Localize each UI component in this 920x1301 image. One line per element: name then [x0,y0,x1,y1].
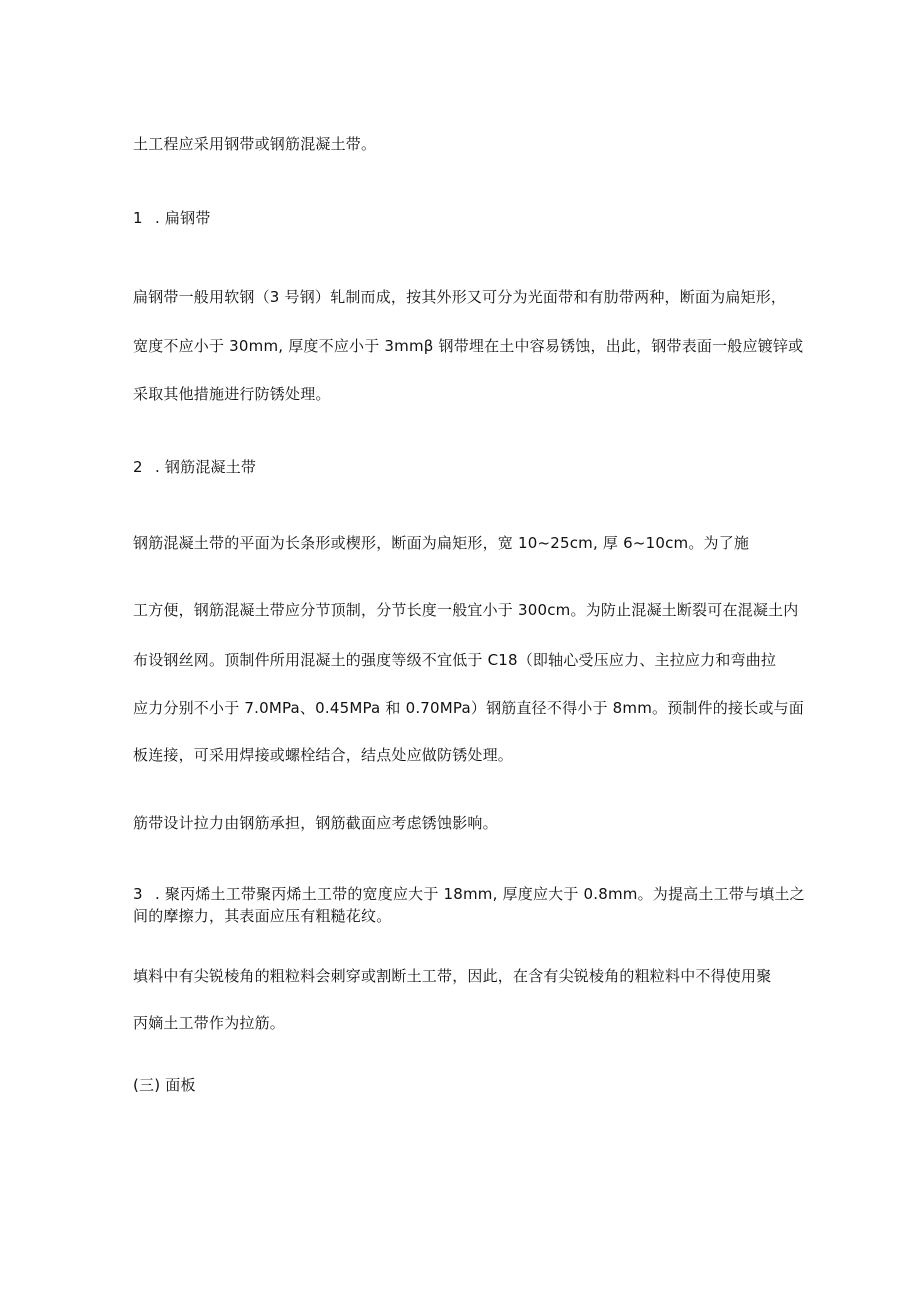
section-1-heading [133,208,211,228]
section-1-title: . 扁钢带 [155,209,211,227]
section-panel-heading: (三) 面板 [133,1076,196,1094]
section-2-paragraph-line-2: 工方便，钢筋混凝土带应分节顶制，分节长度一般宜小于 300cm。为防止混凝土断裂可在混凝土内 [133,601,799,619]
section-2-paragraph-line-3: 布设钢丝网。顶制件所用混凝土的强度等级不宜低于 C18（即轴心受压应力、主拉应力和弯曲拉 [133,651,777,669]
section-2-note: 筋带设计拉力由钢筋承担，钢筋截面应考虑锈蚀影响。 [133,814,498,832]
section-3-note-line-2: 丙嫡土工带作为拉筋。 [133,1014,286,1032]
section-1-paragraph-line-2: 宽度不应小于 30mm, 厚度不应小于 3mmβ 钢带埋在土中容易锈蚀，出此，钢带表面一般应镀锌或 [133,337,804,355]
section-2-number: 2 [133,458,143,476]
section-3-note-line-1: 填料中有尖锐棱角的粗粒料会刺穿或割断土工带，因此，在含有尖锐棱角的粗粒料中不得使用聚 [133,967,772,985]
section-2-paragraph-line-1: 钢筋混凝土带的平面为长条形或楔形，断面为扁矩形，宽 10~25cm, 厚 6~10cm。为了施 [133,534,750,552]
section-1-paragraph-line-1: 扁钢带一般用软钢（3 号钢）轧制而成，按其外形又可分为光面带和有肋带两种，断面为扁矩形， [133,288,787,306]
section-3-number: 3 [133,885,143,903]
intro-paragraph: 土工程应采用钢带或钢筋混凝土带。 [133,135,377,153]
section-1-paragraph-line-3: 采取其他措施进行防锈处理。 [133,385,331,403]
section-2-title: . 钢筋混凝土带 [155,458,257,476]
section-2-paragraph-line-4: 应力分别不小于 7.0MPa、0.45MPa 和 0.70MPa）钢筋直径不得小于 8mm。预制件的接长或与面 [133,699,805,717]
section-3-line-2: 间的摩擦力，其表面应压有粗糙花纹。 [133,907,392,925]
section-2-paragraph-line-5: 板连接，可采用焊接或螺栓结合，结点处应做防锈处理。 [133,746,514,764]
section-3-line-1: . 聚丙烯土工带聚丙烯土工带的宽度应大于 18mm, 厚度应大于 0.8mm。为提高土工带与填土之 [155,885,805,903]
section-3-heading [133,884,805,904]
section-2-heading [133,457,256,477]
section-1-number: 1 [133,209,143,227]
